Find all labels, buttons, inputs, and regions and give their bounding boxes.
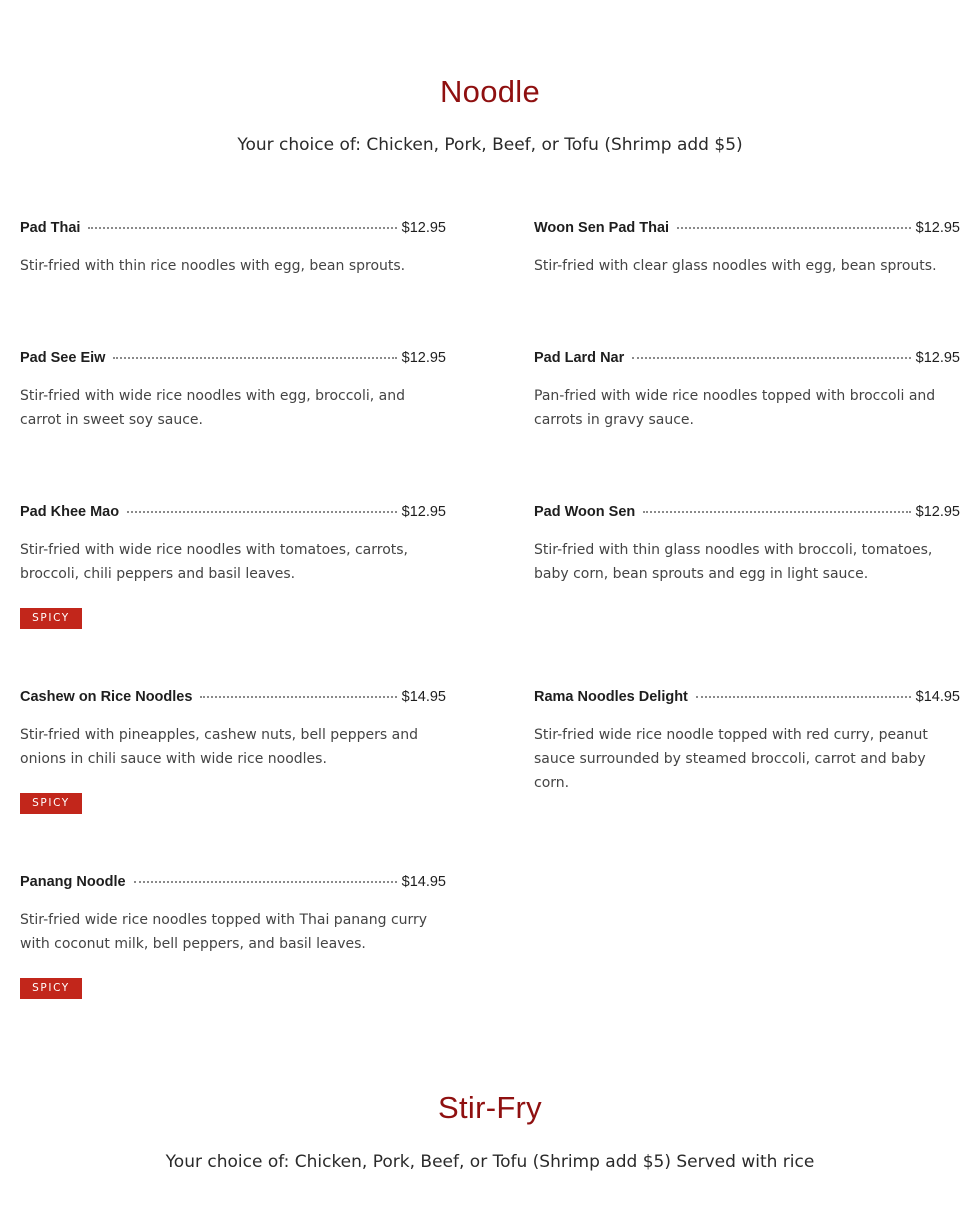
menu-item-price: $12.95 [915,504,960,520]
menu-item-description: Stir-fried with thin glass noodles with broccoli, tomatoes, baby corn, bean sprouts and egg in light sauce. [534,542,933,582]
menu-item-panang-noodle [20,874,446,999]
menu-item-pad-woon-sen [534,504,960,586]
section-title-stir-fry: Stir-Fry [438,1090,542,1125]
menu-item-description: Stir-fried wide rice noodle topped with red curry, peanut sauce surrounded by steamed broccoli, carrot and baby corn. [534,727,928,791]
menu-item-description: Stir-fried with wide rice noodles with tomatoes, carrots, broccoli, chili peppers and basil leaves. [20,542,409,582]
menu-item-header [20,220,446,240]
menu-item-header [20,504,446,524]
menu-item-header [20,689,446,709]
menu-item-name: Rama Noodles Delight [534,689,688,705]
menu-item-description: Stir-fried with pineapples, cashew nuts, bell peppers and onions in chili sauce with wide rice noodles. [20,727,419,767]
menu-item-pad-thai [20,220,446,278]
dot-leader [88,227,396,229]
menu-item-name: Cashew on Rice Noodles [20,689,193,705]
menu-item-description: Stir-fried with thin rice noodles with egg, bean sprouts. [20,258,406,274]
menu-item-name: Woon Sen Pad Thai [534,220,670,236]
menu-item-name: Pad Thai [20,220,81,236]
menu-item-description: Pan-fried with wide rice noodles topped with broccoli and carrots in gravy sauce. [534,388,936,428]
menu-item-cashew-on-rice-noodles [20,689,446,814]
menu-item-header [534,350,960,370]
dot-leader [134,881,397,883]
dot-leader [632,357,910,359]
menu-item-name: Pad Lard Nar [534,350,625,366]
spicy-badge: SPICY [20,608,82,629]
menu-item-header [534,504,960,524]
menu-item-price: $14.95 [401,874,446,890]
menu-item-description: Stir-fried with clear glass noodles with egg, bean sprouts. [534,258,937,274]
menu-item-pad-see-eiw [20,350,446,432]
menu-item-header [20,350,446,370]
section-subtitle-noodle: Your choice of: Chicken, Pork, Beef, or Tofu (Shrimp add $5) [237,135,743,155]
menu-item-price: $12.95 [401,220,446,236]
menu-item-header [20,874,446,894]
dot-leader [200,696,396,698]
menu-item-pad-lard-nar [534,350,960,432]
menu-item-price: $12.95 [915,350,960,366]
menu-item-price: $12.95 [915,220,960,236]
menu-item-name: Pad Khee Mao [20,504,120,520]
menu-item-name: Pad See Eiw [20,350,106,366]
spicy-badge: SPICY [20,793,82,814]
section-subtitle-stir-fry: Your choice of: Chicken, Pork, Beef, or Tofu (Shrimp add $5) Served with rice [165,1152,815,1172]
menu-item-name: Pad Woon Sen [534,504,636,520]
dot-leader [677,227,911,229]
menu-item-description: Stir-fried with wide rice noodles with egg, broccoli, and carrot in sweet soy sauce. [20,388,406,428]
menu-item-price: $12.95 [401,350,446,366]
menu-item-description: Stir-fried wide rice noodles topped with Thai panang curry with coconut milk, bell peppers, and basil leaves. [20,912,428,952]
dot-leader [643,511,910,513]
dot-leader [696,696,911,698]
menu-item-header [534,689,960,709]
menu-item-name: Panang Noodle [20,874,126,890]
menu-item-price: $12.95 [401,504,446,520]
dot-leader [127,511,397,513]
section-title-noodle: Noodle [439,74,541,109]
menu-item-header [534,220,960,240]
menu-item-woon-sen-pad-thai [534,220,960,278]
menu-item-price: $14.95 [401,689,446,705]
dot-leader [113,357,396,359]
menu-item-rama-noodles-delight [534,689,960,795]
menu-item-price: $14.95 [915,689,960,705]
menu-item-pad-khee-mao [20,504,446,629]
spicy-badge: SPICY [20,978,82,999]
